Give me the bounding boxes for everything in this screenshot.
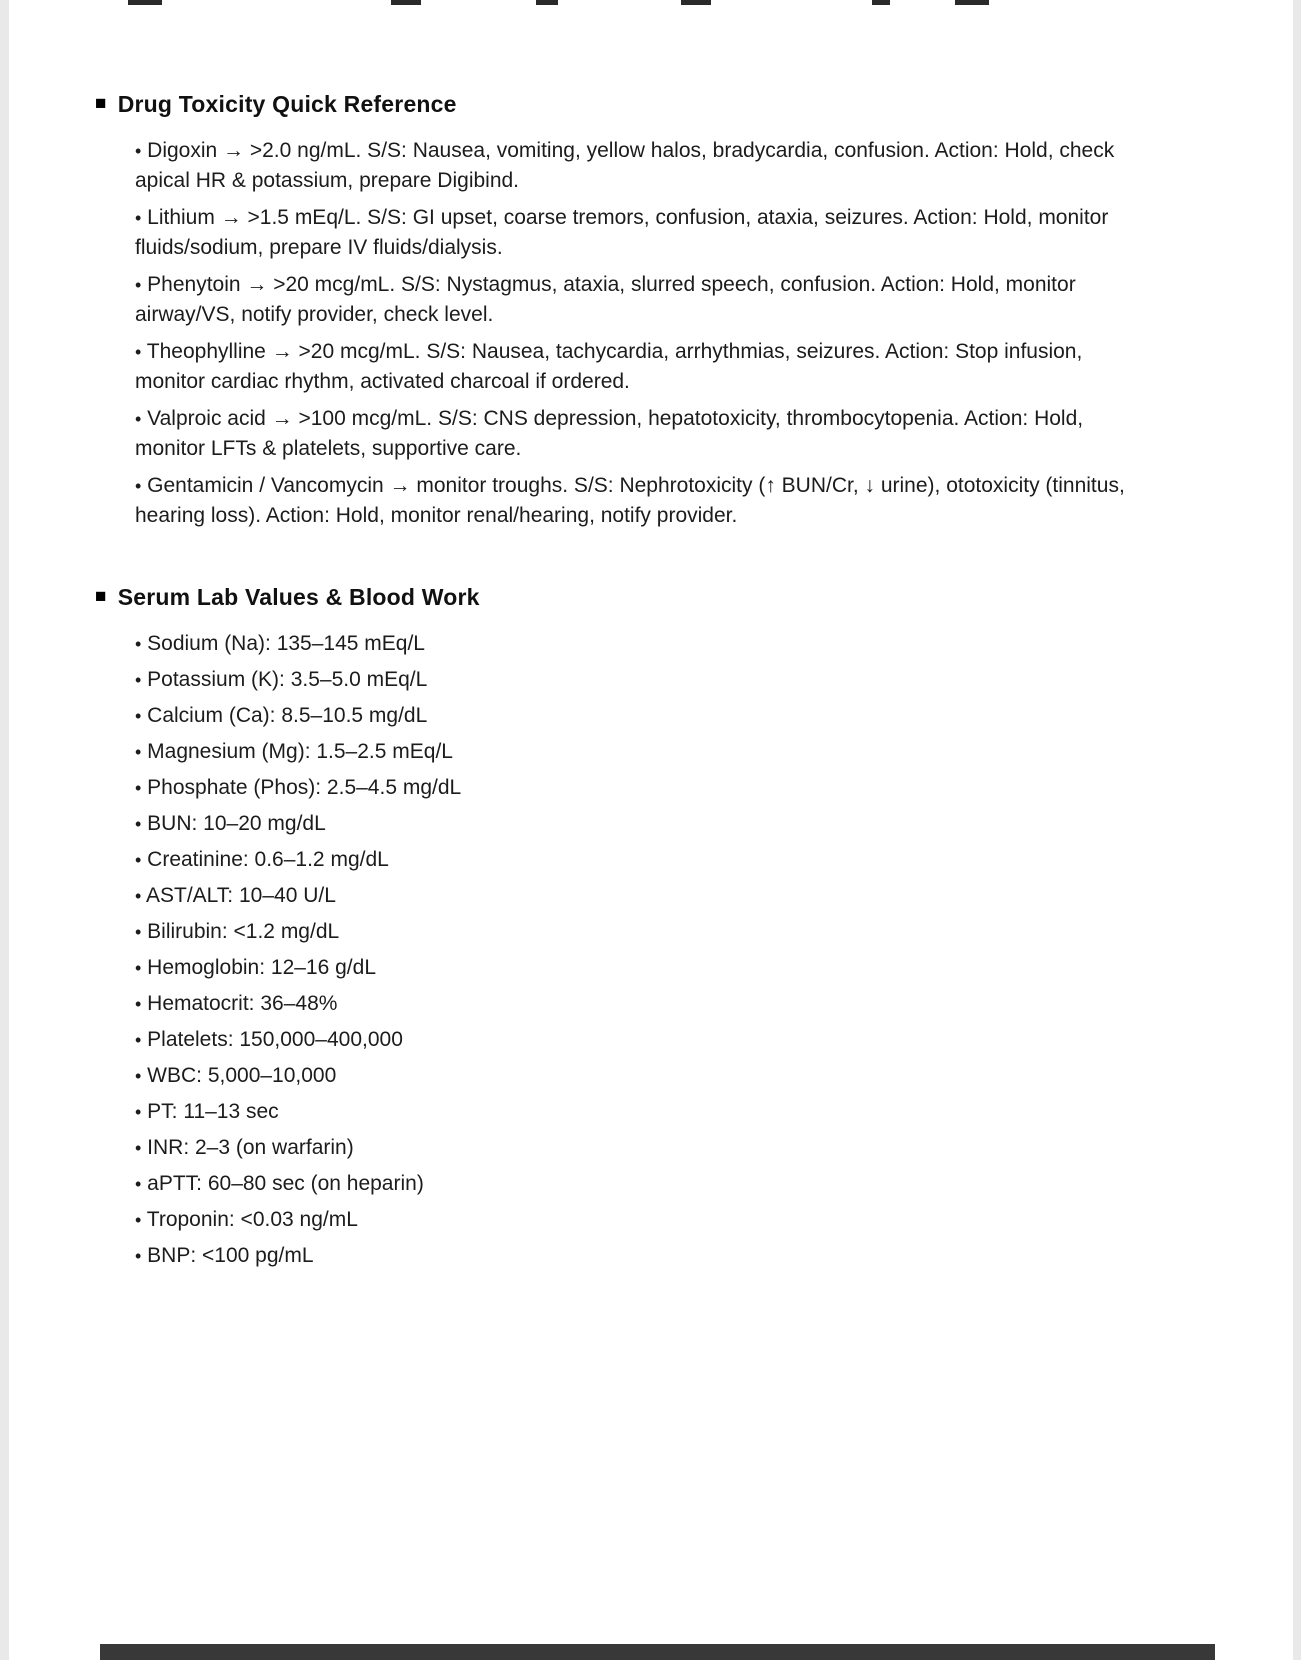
list-item	[135, 1241, 1233, 1271]
bullet-icon: •	[135, 1138, 142, 1158]
list-item-text: Valproic acid → >100 mcg/mL. S/S: CNS depression, hepatotoxicity, thrombocytopenia. Action: Hold, monitor LFTs & platelets, supportive care.	[135, 407, 1084, 460]
list-item-text: Platelets: 150,000–400,000	[147, 1028, 403, 1051]
top-edge-fragment	[128, 0, 162, 5]
list-item	[135, 471, 1135, 531]
bullet-icon: •	[135, 706, 142, 726]
section-marker-icon: ■	[95, 92, 107, 114]
list-item	[135, 917, 1233, 947]
list-item-text: Creatinine: 0.6–1.2 mg/dL	[147, 848, 389, 871]
bullet-icon: •	[135, 208, 142, 228]
list-item-text: Theophylline → >20 mcg/mL. S/S: Nausea, tachycardia, arrhythmias, seizures. Action: Stop infusion, monitor cardiac rhythm, activated charcoal if ordered.	[135, 340, 1083, 393]
list-item-text: Calcium (Ca): 8.5–10.5 mg/dL	[147, 704, 428, 727]
list-item	[135, 629, 1233, 659]
bullet-icon: •	[135, 1066, 142, 1086]
list-item	[135, 404, 1135, 464]
list-item	[135, 953, 1233, 983]
list-item-text: Magnesium (Mg): 1.5–2.5 mEq/L	[147, 740, 453, 763]
list-item-text: Hematocrit: 36–48%	[147, 992, 338, 1015]
list-item-text: Troponin: <0.03 ng/mL	[146, 1208, 358, 1231]
section-list	[95, 136, 1233, 531]
top-edge-fragment	[536, 0, 558, 5]
section-title	[95, 90, 1233, 118]
list-item	[135, 809, 1233, 839]
bullet-icon: •	[135, 814, 142, 834]
list-item	[135, 337, 1135, 397]
top-edge-fragment	[872, 0, 890, 5]
bullet-icon: •	[135, 342, 142, 362]
bullet-icon: •	[135, 670, 142, 690]
list-item-text: Gentamicin / Vancomycin → monitor troughs. S/S: Nephrotoxicity (↑ BUN/Cr, ↓ urine), ototoxicity (tinnitus, hearing loss). Action: Hold, monitor renal/hearing, notify provider.	[135, 474, 1125, 527]
bullet-icon: •	[135, 1102, 142, 1122]
document-section	[95, 583, 1233, 1271]
list-item-text: AST/ALT: 10–40 U/L	[146, 884, 336, 907]
list-item-text: WBC: 5,000–10,000	[147, 1064, 337, 1087]
bullet-icon: •	[135, 742, 142, 762]
list-item	[135, 881, 1233, 911]
document-content	[9, 0, 1293, 1271]
list-item	[135, 665, 1233, 695]
list-item	[135, 737, 1233, 767]
section-title	[95, 583, 1233, 611]
bullet-icon: •	[135, 958, 142, 978]
list-item	[135, 203, 1135, 263]
bullet-icon: •	[135, 778, 142, 798]
list-item	[135, 989, 1233, 1019]
bullet-icon: •	[135, 476, 142, 496]
list-item	[135, 1061, 1233, 1091]
list-item-text: Bilirubin: <1.2 mg/dL	[147, 920, 340, 943]
bullet-icon: •	[135, 634, 142, 654]
bullet-icon: •	[135, 850, 142, 870]
list-item	[135, 136, 1135, 196]
bullet-icon: •	[135, 922, 142, 942]
list-item	[135, 845, 1233, 875]
bullet-icon: •	[135, 1210, 142, 1230]
list-item-text: PT: 11–13 sec	[147, 1100, 279, 1123]
list-item-text: BUN: 10–20 mg/dL	[147, 812, 326, 835]
bullet-icon: •	[135, 1174, 142, 1194]
bullet-icon: •	[135, 886, 142, 906]
list-item	[135, 1025, 1233, 1055]
bullet-icon: •	[135, 1030, 142, 1050]
section-title-text: Serum Lab Values & Blood Work	[117, 584, 480, 610]
list-item-text: Lithium → >1.5 mEq/L. S/S: GI upset, coarse tremors, confusion, ataxia, seizures. Action: Hold, monitor fluids/sodium, prepare IV fluids/dialysis.	[135, 206, 1109, 259]
list-item-text: Sodium (Na): 135–145 mEq/L	[147, 632, 425, 655]
top-edge-fragment	[681, 0, 711, 5]
bullet-icon: •	[135, 141, 142, 161]
list-item-text: Potassium (K): 3.5–5.0 mEq/L	[147, 668, 428, 691]
list-item	[135, 270, 1135, 330]
list-item	[135, 1169, 1233, 1199]
section-title-text: Drug Toxicity Quick Reference	[117, 91, 457, 117]
list-item-text: Hemoglobin: 12–16 g/dL	[147, 956, 376, 979]
document-page	[9, 0, 1293, 1660]
top-edge-fragment	[955, 0, 989, 5]
list-item-text: Phenytoin → >20 mcg/mL. S/S: Nystagmus, ataxia, slurred speech, confusion. Action: Hold, monitor airway/VS, notify provider, check level.	[135, 273, 1076, 326]
bullet-icon: •	[135, 994, 142, 1014]
list-item	[135, 1205, 1233, 1235]
list-item	[135, 773, 1233, 803]
bullet-icon: •	[135, 1246, 142, 1266]
bullet-icon: •	[135, 409, 142, 429]
section-marker-icon: ■	[95, 585, 107, 607]
list-item	[135, 701, 1233, 731]
list-item	[135, 1097, 1233, 1127]
list-item-text: BNP: <100 pg/mL	[147, 1244, 314, 1267]
bullet-icon: •	[135, 275, 142, 295]
list-item	[135, 1133, 1233, 1163]
list-item-text: Digoxin → >2.0 ng/mL. S/S: Nausea, vomiting, yellow halos, bradycardia, confusion. Action: Hold, check apical HR & potassium, prepare Digibind.	[135, 139, 1115, 192]
list-item-text: aPTT: 60–80 sec (on heparin)	[147, 1172, 424, 1195]
document-section	[95, 90, 1233, 531]
list-item-text: INR: 2–3 (on warfarin)	[147, 1136, 354, 1159]
top-edge-fragment	[391, 0, 421, 5]
bottom-dark-bar	[100, 1644, 1215, 1660]
section-list	[95, 629, 1233, 1271]
list-item-text: Phosphate (Phos): 2.5–4.5 mg/dL	[147, 776, 462, 799]
